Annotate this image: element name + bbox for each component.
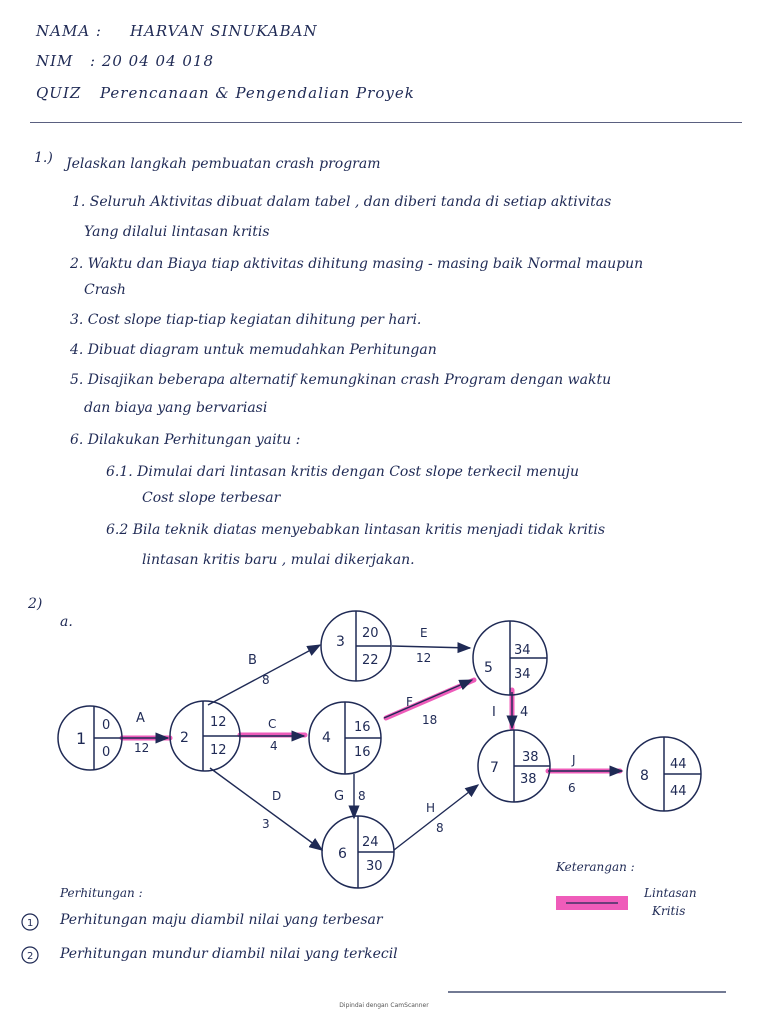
nama-label: NAMA : [36, 22, 102, 40]
node-1-id: 1 [76, 729, 87, 748]
q1-step-5: 5. Disajikan beberapa alternatif kemungkinan crash Program dengan waktu [70, 372, 612, 388]
node-3-lf: 22 [362, 653, 379, 668]
node-6-lf: 30 [366, 859, 383, 874]
node-2-id: 2 [180, 730, 189, 746]
q1-number: 1.) [34, 150, 53, 166]
arrow-e [392, 646, 470, 648]
rule-2-marker: 2 [27, 951, 34, 962]
node-3 [321, 611, 391, 681]
node-1-lf: 0 [102, 745, 111, 760]
q1-step-3: 3. Cost slope tiap-tiap kegiatan dihitung per hari. [70, 312, 422, 328]
q2-part-a: a. [60, 614, 73, 630]
activity-b-name: B [248, 653, 257, 668]
q1-step-4: 4. Dibuat diagram untuk memudahkan Perhitungan [70, 342, 437, 358]
q1-step-1: 1. Seluruh Aktivitas dibuat dalam tabel , dan diberi tanda di setiap aktivitas [72, 194, 612, 210]
quiz-label: QUIZ [36, 84, 82, 102]
activity-i-duration: 4 [520, 705, 529, 720]
node-4-lf: 16 [354, 745, 371, 760]
rule-1: Perhitungan maju diambil nilai yang terbesar [60, 912, 383, 928]
node-7 [478, 730, 550, 802]
node-6-id: 6 [338, 846, 347, 862]
q1-step-6-2b: lintasan kritis baru , mulai dikerjakan. [142, 552, 415, 568]
node-4-id: 4 [322, 730, 331, 746]
rule-1-marker: 1 [27, 918, 34, 929]
q1-step-2: 2. Waktu dan Biaya tiap aktivitas dihitung masing - masing baik Normal maupun [70, 256, 644, 272]
q1-step-6-1: 6.1. Dimulai dari lintasan kritis dengan Cost slope terkecil menuju [106, 464, 579, 480]
activity-c-duration: 4 [270, 739, 278, 753]
arrow-d [210, 768, 322, 850]
activity-b-duration: 8 [262, 673, 270, 687]
node-5-es: 34 [514, 643, 531, 658]
node-2-lf: 12 [210, 743, 227, 758]
activity-g-duration: 8 [358, 789, 366, 803]
legend-title: Keterangan : [556, 860, 635, 874]
node-8-es: 44 [670, 757, 687, 772]
node-8-lf: 44 [670, 784, 687, 799]
node-1 [58, 706, 122, 770]
rule-1-circle [22, 914, 38, 930]
q1-title: Jelaskan langkah pembuatan crash program [66, 156, 381, 172]
activity-j-duration: 6 [568, 781, 576, 795]
activity-i-name: I [492, 705, 496, 720]
nama-value: HARVAN SINUKABAN [130, 22, 318, 40]
q1-step-6-2: 6.2 Bila teknik diatas menyebabkan lintasan kritis menjadi tidak kritis [106, 522, 606, 538]
legend-critical-swatch [556, 896, 628, 910]
scanner-watermark: Dipindai dengan CamScanner [339, 1002, 429, 1009]
node-4-es: 16 [354, 720, 371, 735]
rule-2: Perhitungan mundur diambil nilai yang terkecil [60, 946, 398, 962]
activity-d-name: D [272, 789, 282, 803]
node-7-lf: 38 [520, 772, 537, 787]
arrow-f [384, 680, 472, 718]
activity-f-name: F [406, 695, 413, 709]
q1-step-2b: Crash [84, 282, 126, 298]
legend-label-2: Kritis [652, 904, 686, 918]
nim-label: NIM [36, 52, 74, 70]
node-1-es: 0 [102, 718, 111, 733]
header-divider [30, 122, 742, 123]
critical-path-highlight [122, 680, 620, 771]
node-3-es: 20 [362, 626, 379, 641]
arrow-b [208, 645, 320, 705]
activity-j-name: J [572, 753, 576, 767]
rule-2-circle [22, 947, 38, 963]
activity-a-duration: 12 [134, 741, 150, 755]
node-8 [627, 737, 701, 811]
quiz-value: Perencanaan & Pengendalian Proyek [100, 84, 415, 102]
activity-g-name: G [334, 789, 345, 804]
node-2-es: 12 [210, 715, 227, 730]
node-5 [473, 621, 547, 695]
node-5-lf: 34 [514, 667, 531, 682]
activity-f-duration: 18 [422, 713, 438, 727]
q1-step-1b: Yang dilalui lintasan kritis [84, 224, 270, 240]
activity-h-name: H [426, 801, 436, 815]
node-2 [170, 701, 240, 771]
q1-step-6: 6. Dilakukan Perhitungan yaitu : [70, 432, 301, 448]
q1-step-6-1b: Cost slope terbesar [142, 490, 281, 506]
perhitungan-title: Perhitungan : [60, 886, 143, 900]
legend-label-1: Lintasan [644, 886, 697, 900]
node-8-id: 8 [640, 768, 649, 784]
node-7-id: 7 [490, 760, 499, 776]
node-6 [322, 816, 394, 888]
q1-step-5b: dan biaya yang bervariasi [84, 400, 268, 416]
node-3-id: 3 [336, 634, 345, 650]
nim-value: : 20 04 04 018 [90, 52, 215, 70]
node-5-id: 5 [484, 660, 493, 676]
node-4 [309, 702, 381, 774]
arrow-h [394, 785, 478, 850]
activity-h-duration: 8 [436, 821, 444, 835]
activity-e-name: E [420, 626, 428, 640]
node-7-es: 38 [522, 750, 539, 765]
q2-number: 2) [28, 596, 43, 612]
activity-a-name: A [136, 711, 145, 726]
node-6-es: 24 [362, 835, 379, 850]
activity-e-duration: 12 [416, 651, 432, 665]
activity-d-duration: 3 [262, 817, 270, 831]
activity-c-name: C [268, 717, 277, 731]
